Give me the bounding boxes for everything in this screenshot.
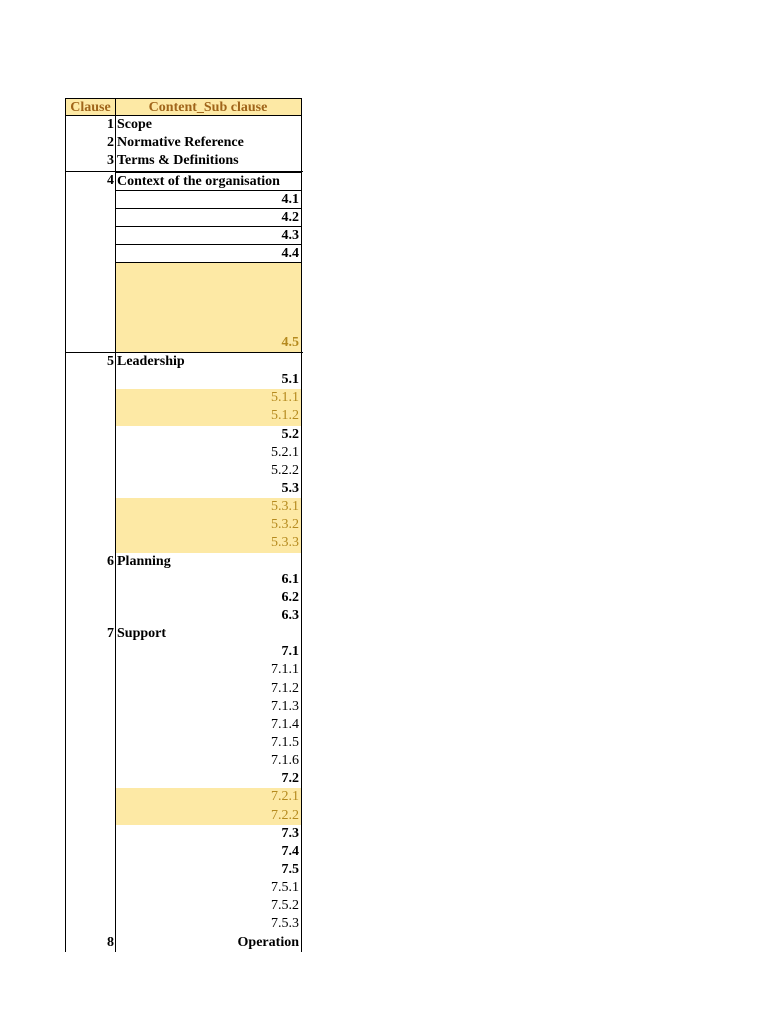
content-cell: 5.1	[116, 371, 302, 389]
content-cell: 7.1.3	[116, 698, 302, 716]
content-cell: Leadership	[116, 353, 302, 371]
clause-number-cell	[65, 426, 116, 444]
content-cell: 7.5.1	[116, 879, 302, 897]
clause-number-cell	[65, 643, 116, 661]
content-cell: 5.3.2	[116, 516, 302, 534]
clause-number-cell	[65, 770, 116, 788]
table-header	[65, 98, 303, 116]
clause-number-cell	[65, 498, 116, 516]
table-row	[65, 861, 303, 879]
content-cell: 7.5.3	[116, 915, 302, 933]
content-cell: 7.1.5	[116, 734, 302, 752]
clause-number-cell	[65, 807, 116, 825]
content-cell: 7.1.6	[116, 752, 302, 770]
table-row	[65, 825, 303, 843]
table-row	[65, 897, 303, 915]
table-row	[65, 770, 303, 788]
content-cell: 7.3	[116, 825, 302, 843]
clause-number-cell	[65, 680, 116, 698]
content-cell: 5.2	[116, 426, 302, 444]
table-row	[65, 116, 303, 134]
table-row	[65, 625, 303, 643]
table-row	[65, 734, 303, 752]
content-cell: 4.2	[116, 208, 302, 226]
table-row	[65, 190, 303, 208]
content-cell: 7.4	[116, 843, 302, 861]
table-row	[65, 716, 303, 734]
clause-number-cell: 8	[65, 934, 116, 952]
table-row	[65, 516, 303, 534]
clause-number-cell	[65, 915, 116, 933]
table-row	[65, 589, 303, 607]
clause-number-cell	[65, 244, 116, 262]
clause-number-cell	[65, 752, 116, 770]
table-row	[65, 426, 303, 444]
clause-number-cell	[65, 843, 116, 861]
content-cell: 5.3	[116, 480, 302, 498]
clause-table	[65, 98, 303, 952]
clause-number-cell	[65, 480, 116, 498]
content-cell: 7.1	[116, 643, 302, 661]
table-row	[65, 643, 303, 661]
content-column-header: Content_Sub clause	[116, 98, 302, 116]
content-cell: 7.5.2	[116, 897, 302, 915]
content-cell: Normative Reference	[116, 134, 302, 152]
content-cell: 6.2	[116, 589, 302, 607]
table-row	[65, 389, 303, 407]
clause-number-cell	[65, 698, 116, 716]
table-row	[65, 934, 303, 952]
table-row	[65, 607, 303, 625]
content-cell: 5.3.3	[116, 534, 302, 552]
content-cell: 6.1	[116, 571, 302, 589]
table-row	[65, 534, 303, 552]
clause-number-cell	[65, 861, 116, 879]
content-cell: 5.2.1	[116, 444, 302, 462]
clause-number-cell	[65, 371, 116, 389]
table-row	[65, 134, 303, 152]
content-cell: 5.3.1	[116, 498, 302, 516]
clause-number-cell: 4	[65, 172, 116, 190]
content-cell: 7.5	[116, 861, 302, 879]
clause-number-cell	[65, 788, 116, 806]
content-cell: Operation	[116, 934, 302, 952]
clause-number-cell: 5	[65, 353, 116, 371]
table-body	[65, 116, 303, 952]
content-cell: 7.1.4	[116, 716, 302, 734]
content-cell: 4.4	[116, 244, 302, 262]
table-row	[65, 371, 303, 389]
table-row	[65, 244, 303, 262]
clause-number-cell	[65, 825, 116, 843]
clause-number-cell	[65, 226, 116, 244]
content-cell: Support	[116, 625, 302, 643]
clause-number-cell	[65, 516, 116, 534]
table-row	[65, 915, 303, 933]
table-row	[65, 480, 303, 498]
content-cell: Scope	[116, 116, 302, 134]
clause-number-cell	[65, 262, 116, 352]
clause-number-cell	[65, 534, 116, 552]
content-cell: Planning	[116, 553, 302, 571]
content-cell: 7.1.2	[116, 680, 302, 698]
clause-number-cell	[65, 190, 116, 208]
table-row	[65, 444, 303, 462]
table-row	[65, 352, 303, 371]
content-cell: 7.1.1	[116, 661, 302, 679]
clause-number-cell	[65, 716, 116, 734]
table-row	[65, 462, 303, 480]
clause-number-cell	[65, 607, 116, 625]
clause-number-cell	[65, 462, 116, 480]
content-cell: 4.3	[116, 226, 302, 244]
table-row	[65, 226, 303, 244]
table-row	[65, 262, 303, 352]
clause-number-cell	[65, 589, 116, 607]
clause-number-cell	[65, 897, 116, 915]
content-cell: 7.2	[116, 770, 302, 788]
clause-number-cell: 2	[65, 134, 116, 152]
clause-number-cell: 7	[65, 625, 116, 643]
table-row	[65, 680, 303, 698]
table-row	[65, 152, 303, 170]
clause-number-cell: 6	[65, 553, 116, 571]
table-row	[65, 208, 303, 226]
table-row	[65, 879, 303, 897]
table-row	[65, 788, 303, 806]
table-row	[65, 171, 303, 190]
clause-number-cell	[65, 661, 116, 679]
clause-number-cell	[65, 571, 116, 589]
clause-column-header: Clause	[65, 98, 116, 116]
content-cell: 5.1.2	[116, 407, 302, 425]
clause-number-cell	[65, 389, 116, 407]
table-row	[65, 553, 303, 571]
content-cell: 4.1	[116, 190, 302, 208]
clause-number-cell	[65, 734, 116, 752]
table-row	[65, 807, 303, 825]
table-row	[65, 407, 303, 425]
content-cell: Terms & Definitions	[116, 152, 302, 170]
content-cell: 7.2.1	[116, 788, 302, 806]
content-cell: Context of the organisation	[116, 172, 302, 190]
table-row	[65, 752, 303, 770]
clause-number-cell	[65, 879, 116, 897]
clause-number-cell: 1	[65, 116, 116, 134]
table-row	[65, 698, 303, 716]
clause-number-cell	[65, 444, 116, 462]
clause-number-cell: 3	[65, 152, 116, 170]
table-row	[65, 571, 303, 589]
table-row	[65, 661, 303, 679]
content-cell: 6.3	[116, 607, 302, 625]
clause-number-cell	[65, 407, 116, 425]
table-row	[65, 843, 303, 861]
table-row	[65, 498, 303, 516]
content-cell: 5.2.2	[116, 462, 302, 480]
content-cell: 4.5	[116, 262, 302, 352]
content-cell: 5.1.1	[116, 389, 302, 407]
clause-number-cell	[65, 208, 116, 226]
content-cell: 7.2.2	[116, 807, 302, 825]
